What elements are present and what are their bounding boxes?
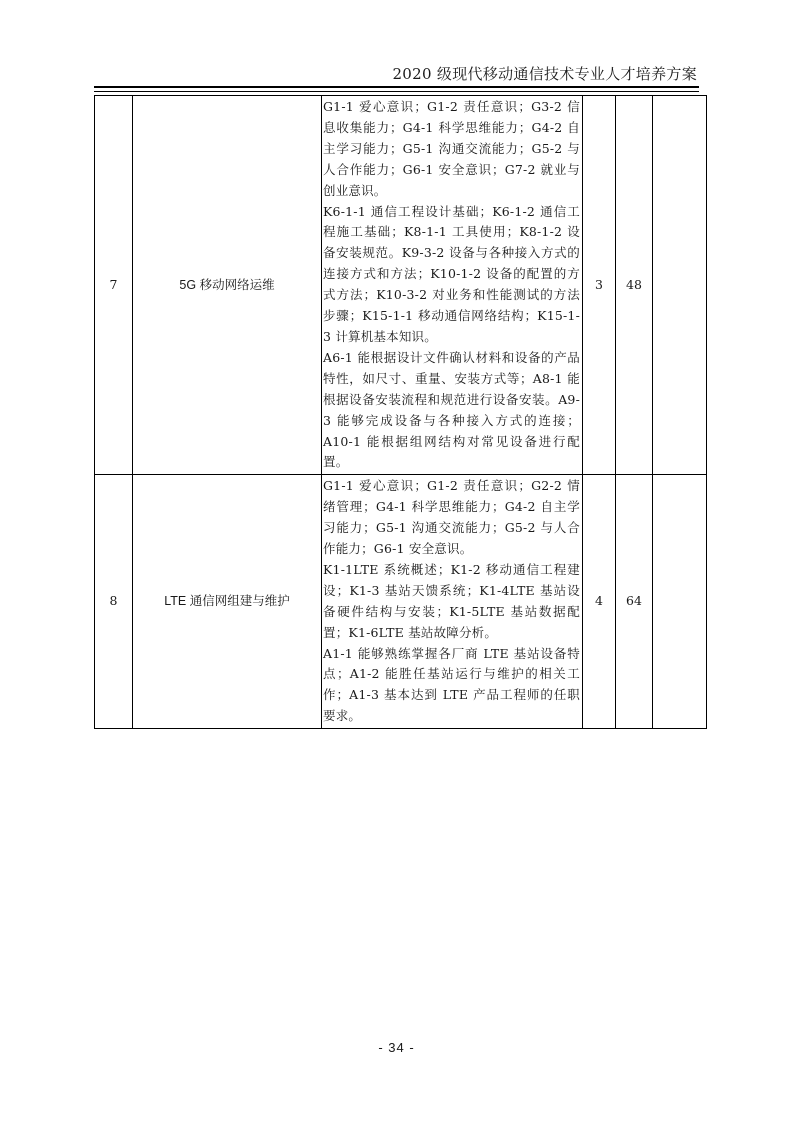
page-number: - 34 - [378,1040,415,1055]
knowledge-objectives: K6-1-1 通信工程设计基础；K6-1-2 通信工程施工基础；K8-1-1 工具使用；K8-1-2 设备安装规范。K9-3-2 设备与各种接入方式的连接方式和方法；K10-1-2 设备的配置的方式方法；K10-3-2 对业务和性能测试的方法步骤；K15-1-1 移动通信网络结构；K15-1-3 计算机基本知识。 [323,203,580,344]
ability-objectives: A6-1 能根据设计文件确认材料和设备的产品特性，如尺寸、重量、安装方式等；A8-1 能根据设备安装流程和规范进行设备安装。A9-3 能够完成设备与各种接入方式的连接；A10-1 能根据组网结构对常见设备进行配置。 [323,349,580,470]
course-table [94,95,707,729]
course-name: 5G 移动网络运维 [133,96,322,475]
course-hours: 64 [616,475,653,729]
header-rule-thick [94,86,699,88]
quality-objectives: G1-1 爱心意识；G1-2 责任意识；G3-2 信息收集能力；G4-1 科学思维能力；G4-2 自主学习能力；G5-1 沟通交流能力；G5-2 与人合作能力；G6-1 安全意识；G7-2 就业与创业意识。 [323,99,580,198]
course-extra-cell [653,475,707,729]
knowledge-objectives: K1-1LTE 系统概述；K1-2 移动通信工程建设；K1-3 基站天馈系统；K1-4LTE 基站设备硬件结构与安装；K1-5LTE 基站数据配置；K1-6LTE 基站故障分析。 [323,561,580,640]
course-number: 8 [95,475,133,729]
course-objectives [322,96,583,475]
ability-objectives: A1-1 能够熟练掌握各厂商 LTE 基站设备特点；A1-2 能胜任基站运行与维护的相关工作；A1-3 基本达到 LTE 产品工程师的任职要求。 [323,645,580,724]
course-extra-cell [653,96,707,475]
course-name: LTE 通信网组建与维护 [133,475,322,729]
course-hours: 48 [616,96,653,475]
course-credit: 3 [583,96,616,475]
document-header-title: 2020 级现代移动通信技术专业人才培养方案 [392,65,697,83]
table-row [95,96,707,475]
quality-objectives: G1-1 爱心意识；G1-2 责任意识；G2-2 情绪管理；G4-1 科学思维能力；G4-2 自主学习能力；G5-1 沟通交流能力；G5-2 与人合作能力；G6-1 安全意识。 [323,478,580,557]
course-number: 7 [95,96,133,475]
table-row [95,475,707,729]
header-rule-thin [94,91,699,92]
course-credit: 4 [583,475,616,729]
course-objectives [322,475,583,729]
